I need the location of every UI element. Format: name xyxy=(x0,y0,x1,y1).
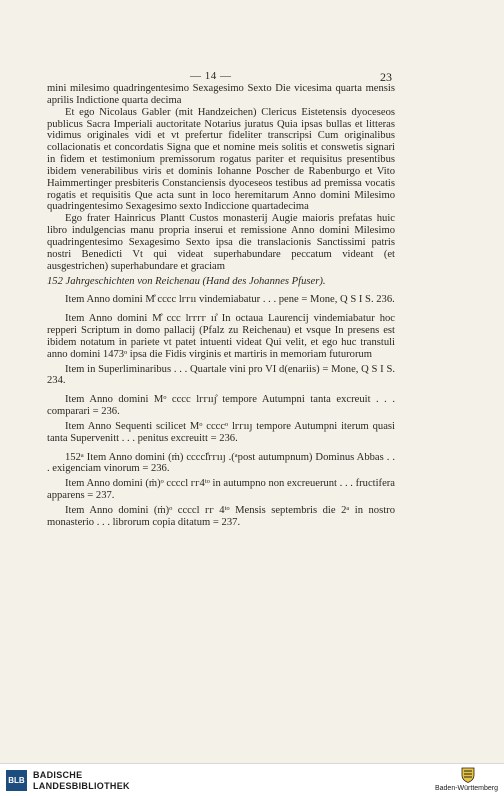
paragraph: Item Anno domini (ṁ)ᵒ ccccl ᴦᴦ 4ᵗᵒ Mensis septembris die 2ᵃ in nostro monasterio . . . librorum copia ditatum = 237. xyxy=(47,505,395,528)
footer-bar xyxy=(0,763,504,796)
page-number: 23 xyxy=(380,70,392,84)
paragraph: Item Anno domini M̊ ccc lᴦᴦᴦᴦ ıı̊ In octaua Laurencij vindemiabatur hoc repperi Scriptum in domo pallacij (Pfalz zu Reichenau) et vsque In presens est ibidem notatum in pariete vt patet intuenti videat Qui velit, et ego huc transtuli anno domini 1473ᵒ ipsa die Fidis virginis et martiris in memoriam futurorum xyxy=(47,313,395,360)
paragraph: mini milesimo quadringentesimo Sexagesimo Sexto Die vicesima quarta mensis aprilis Indictione quarta decima xyxy=(47,83,395,106)
paragraph: 152ᵃ Item Anno domini (ṁ) ccccl̊ᴦᴦııȷ .(ᵃpost autumpnum) Dominus Abbas . . . exigenciam vinorum = 236. xyxy=(47,451,395,475)
paragraph: Item Anno Sequenti scilicet Mᵒ ccccᵒ lᴦᴦııȷ tempore Autumpni iterum quasi tanta Supervenitt . . . penitus excreuitt = 236. xyxy=(47,420,395,444)
body-text xyxy=(47,83,395,529)
paragraph: Item Anno domini M̊ cccc lᴦᴦıı vindemiabatur . . . pene = Mone, Q S I S. 236. xyxy=(65,294,395,306)
library-name[interactable] xyxy=(33,770,130,792)
library-name-line2: LANDESBIBLIOTHEK xyxy=(33,781,130,791)
page-marker: — 14 — xyxy=(190,70,232,82)
library-name-line1: BADISCHE xyxy=(33,770,83,780)
section-heading: 152 Jahrgeschichten von Reichenau (Hand des Johannes Pfuser). xyxy=(47,275,326,287)
paragraph: Item Anno domini (ṁ)ᵒ ccccl ᴦᴦ4ᵗᵒ in autumpno non excreuerunt . . . fructifera apparens = 237. xyxy=(47,478,395,502)
paragraph: Item Anno domini Mᵒ cccc lᴦᴦııȷ̊ tempore Autumpni tanta excreuit . . . comparari = 236. xyxy=(47,394,395,418)
blb-logo[interactable]: BLB xyxy=(6,770,27,791)
paragraph: Ego frater Hainricus Plantt Custos monasterij Augie maioris prefatas huic libro indulgencias manu propria inserui et remissione Anno domini Milesimo quadringentesimo Sexagesimo Sexto ipsa die translacionis Sanctissimi patris nostri Benedicti Vt qui videat superhabundare peccatum videant (et ausgestrichen) superhabundare et graciam xyxy=(47,213,395,272)
coat-of-arms-icon xyxy=(461,767,475,783)
paragraph: Et ego Nicolaus Gabler (mit Handzeichen) Clericus Eistetensis dyoceseos publicus Sacra Imperiali auctoritate Notarius juratus Quia ipsas bullas et litteras vidimus originales vidi et vt prefertur fideliter transcripsi Cum originalibus collacionatis et concordatis Signa que et nomine meis solitis et conswetis signari in fidem et testimonium premissorum rogatus pariter et requisitus presentibus ibidem venerabilibus viris et dominis Iohanne Poscher de Rabenburgo et Vito Haimmertinger presbiteris Constanciensis dyoceseos testibus ad premissa vocatis rogatis et requisitis Que acta sunt in loco heremitarum Anno domini Milesimo quadringentesimo Sexagesimo sexto Indiccione quartadecima xyxy=(47,106,395,213)
baden-wuerttemberg-label[interactable]: Baden-Württemberg xyxy=(434,785,498,792)
paragraph: Item in Superliminaribus . . . Quartale vini pro VI d(enariis) = Mone, Q S I S. 234. xyxy=(47,363,395,387)
